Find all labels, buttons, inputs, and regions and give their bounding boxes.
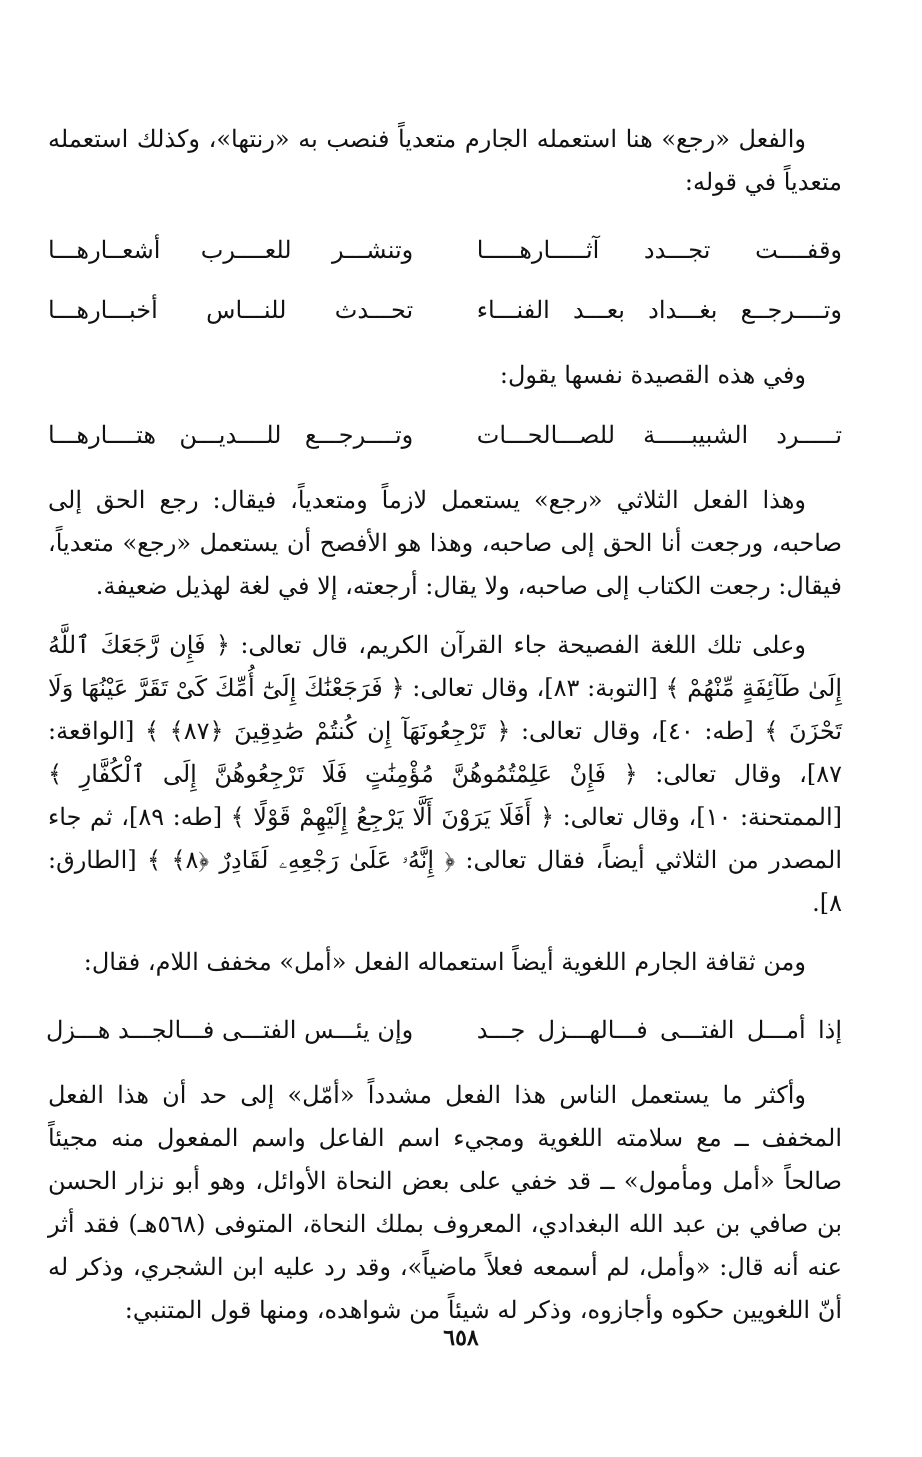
verse-2-second-hemistich: تحـــدث للنـــاس أخبـــارهـــا bbox=[48, 295, 414, 324]
paragraph-4: وعلى تلك اللغة الفصيحة جاء القرآن الكريم، قال تعالى: ﴿ فَإِن رَّجَعَكَ ٱللَّهُ إِلَىٰ طَآئِفَةٍ مِّنْهُمْ ﴾ [التوبة: ٨٣]، وقال تعالى: ﴿ فَرَجَعْنَٰكَ إِلَىٰٓ أُمِّكَ كَىْ تَقَرَّ عَيْنُهَا وَلَا تَحْزَنَ ﴾ [طه: ٤٠]، وقال تعالى: ﴿ تَرْجِعُونَهَآ إِن كُنتُمْ صَٰدِقِينَ ﴿٨٧﴾ ﴾ [الواقعة: ٨٧]، وقال تعالى: ﴿ فَإِنْ عَلِمْتُمُوهُنَّ مُؤْمِنَٰتٍ فَلَا تَرْجِعُوهُنَّ إِلَى ٱلْكُفَّارِ ﴾ [الممتحنة: ١٠]، وقال تعالى: ﴿ أَفَلَا يَرَوْنَ أَلَّا يَرْجِعُ إِلَيْهِمْ قَوْلًا ﴾ [طه: ٨٩]، ثم جاء المصدر من الثلاثي أيضاً، فقال تعالى: ﴿ إِنَّهُۥ عَلَىٰ رَجْعِهِۦ لَقَادِرٌ ﴿٨﴾ ﴾ [الطارق: ٨]. bbox=[48, 631, 842, 917]
verse-4-first-hemistich: إذا أمـــل الفتـــى فـــالهـــزل جـــد bbox=[476, 1015, 842, 1044]
verse-line-2 bbox=[48, 280, 842, 340]
paragraph-1: والفعل «رجع» هنا استعمله الجارم متعدياً فنصب به «رنتها»، وكذلك استعمله متعدياً في قوله: bbox=[48, 125, 842, 196]
paragraph-6: وأكثر ما يستعمل الناس هذا الفعل مشدداً «أمّل» إلى حد أن هذا الفعل المخفف ــ مع سلامته اللغوية ومجيء اسم الفاعل واسم المفعول منه مجيئاً صالحاً «أمل ومأمول» ــ قد خفي على بعض النحاة الأوائل، وهو أبو نزار الحسن بن صافي بن عبد الله البغدادي، المعروف بملك النحاة، المتوفى (٥٦٨هـ) فقد أثر عنه أنه قال: «وأمل، لم أسمعه فعلاً ماضياً»، وقد رد عليه ابن الشجري، وذكر له أنّ اللغويين حكوه وأجازوه، وذكر له شيئاً من شواهده، ومنها قول المتنبي: bbox=[48, 1081, 842, 1324]
poem-block-3 bbox=[45, 1000, 842, 1060]
document-page bbox=[45, 118, 842, 1348]
verse-4-second-hemistich: وإن يئـــس الفتـــى فـــالجـــد هـــزل bbox=[45, 1015, 414, 1044]
verse-1-first-hemistich: وقفــــت تجـــدد آثـــــارهـــــا bbox=[476, 235, 842, 264]
paragraph-2: وفي هذه القصيدة نفسها يقول: bbox=[499, 361, 806, 389]
verse-1-second-hemistich: وتنشـــر للعــــرب أشعــارهـــا bbox=[48, 235, 414, 264]
verse-line-3 bbox=[48, 405, 842, 465]
verse-line-4 bbox=[45, 1000, 842, 1060]
verse-3-second-hemistich: وتــــرجـــع للــــديـــن هتــــارهـــا bbox=[48, 420, 414, 449]
verse-2-first-hemistich: وتــــرجــع بغـــداد بعـــد الفنـــاء bbox=[476, 295, 842, 324]
verse-3-first-hemistich: تـــــرد الشبيبـــــة للصـــالحـــات bbox=[476, 420, 842, 449]
verse-line-1 bbox=[48, 220, 842, 280]
poem-block-1 bbox=[48, 220, 842, 340]
page-number: ٦٥٨ bbox=[443, 1325, 479, 1351]
paragraph-3: وهذا الفعل الثلاثي «رجع» يستعمل لازماً ومتعدياً، فيقال: رجع الحق إلى صاحبه، ورجعت أنا الحق إلى صاحبه، وهذا هو الأفصح أن يستعمل «رجع» متعدياً، فيقال: رجعت الكتاب إلى صاحبه، ولا يقال: أرجعته، إلا في لغة لهذيل ضعيفة. bbox=[48, 486, 842, 600]
paragraph-5: ومن ثقافة الجارم اللغوية أيضاً استعماله الفعل «أمل» مخفف اللام، فقال: bbox=[83, 948, 806, 976]
poem-block-2 bbox=[48, 405, 842, 465]
